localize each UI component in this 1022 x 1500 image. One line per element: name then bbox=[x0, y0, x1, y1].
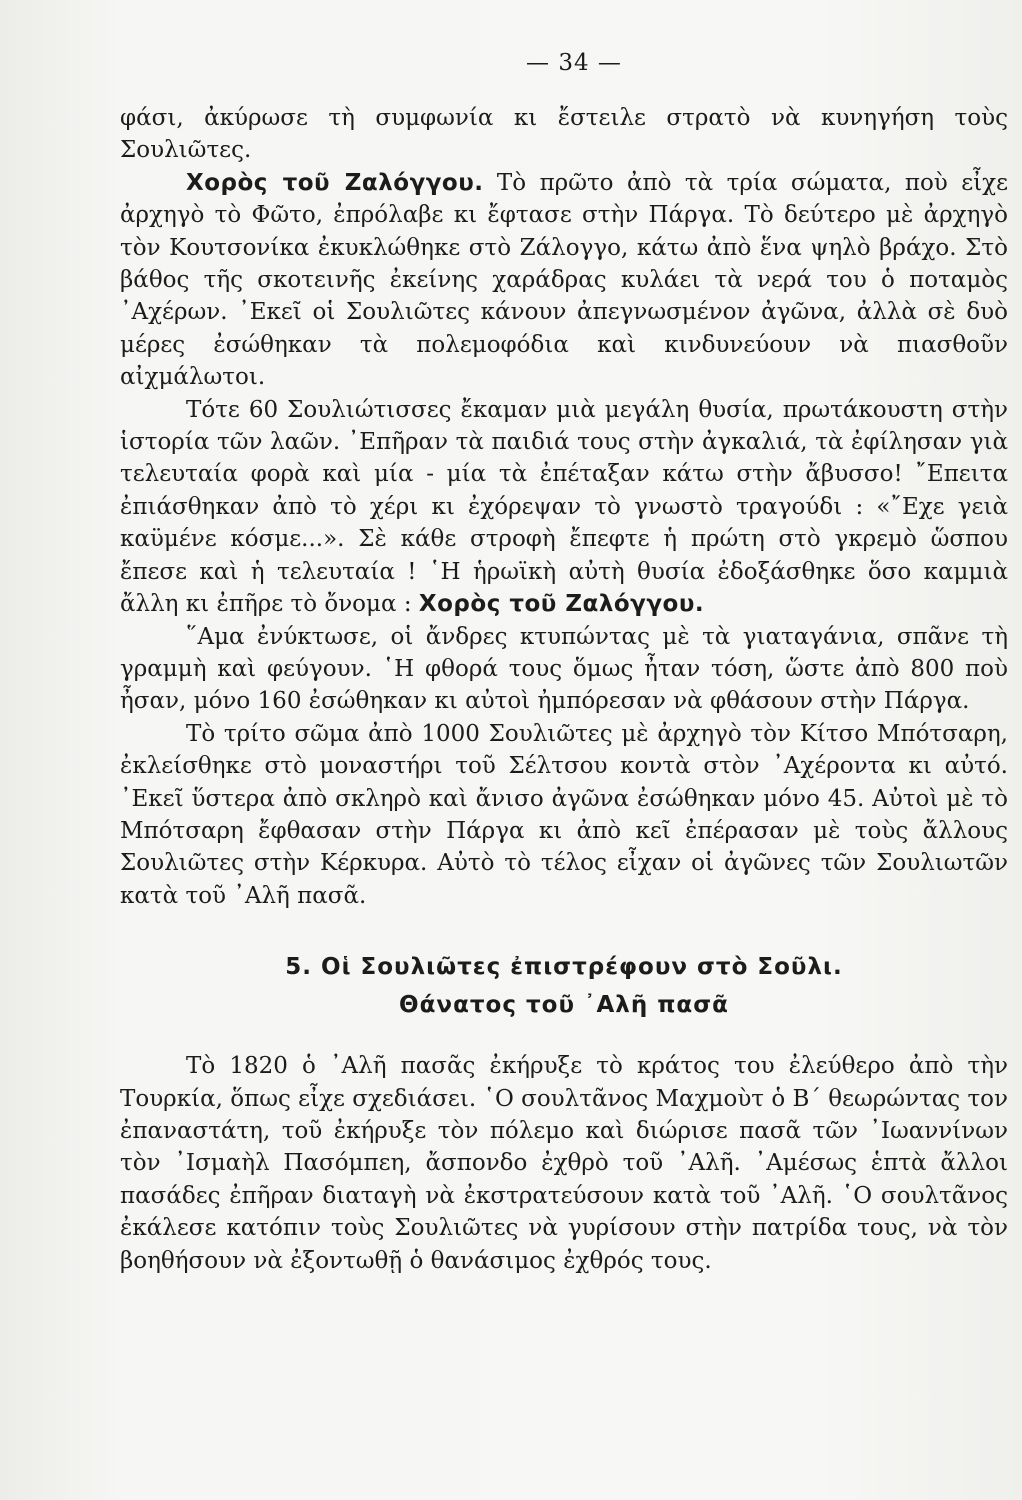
section-subheading: Θάνατος τοῦ ᾿Αλῆ πασᾶ bbox=[399, 992, 729, 1019]
paragraph-text: Τὸ πρῶτο ἀπὸ τὰ τρία σώματα, ποὺ εἶχε ἀρχηγὸ τὸ Φῶτο, ἐπρόλαβε κι ἔφτασε στὴν Πάργα. Τὸ δεύτερο μὲ ἀρχηγὸ τὸν Κουτσονίκα ἐκυκλώθηκε στὸ Ζάλογγο, κάτω ἀπὸ ἕνα ψηλὸ βράχο. Στὸ βάθος τῆς σκοτεινῆς ἐκείνης χαράδρας κυλάει τὰ νερά του ὁ ποταμὸς ᾿Αχέρων. ᾿Εκεῖ οἱ Σουλιῶτες κάνουν ἀπεγνωσμένον ἀγῶνα, ἀλλὰ σὲ δυὸ μέρες ἐσώθηκαν τὰ πολεμοφόδια καὶ κινδυνεύουν νὰ πιασθοῦν αἰχμάλωτοι. bbox=[120, 169, 1009, 391]
paragraph-text: φάσι, ἀκύρωσε τὴ συμφωνία κι ἔστειλε στρατὸ νὰ κυνηγήση τοὺς Σουλιῶτες. bbox=[120, 105, 1008, 164]
paragraph-text: Τότε 60 Σουλιώτισσες ἔκαμαν μιὰ μεγάλη θυσία, πρωτάκουστη στὴν ἱστορία τῶν λαῶν. ᾿Επῆραν τὰ παιδιά τους στὴν ἀγκαλιά, τὰ ἐφίλησαν γιὰ τελευταία φορὰ καὶ μία - μία τὰ ἐπέταξαν κάτω στὴν ἄβυσσο! ῎Επειτα ἐπιάσθηκαν ἀπὸ τὸ χέρι κι ἐχόρεψαν τὸ γνωστὸ τραγούδι : «῎Εχε γειὰ καϋμένε κόσμε...». Σὲ κάθε στροφὴ ἔπεφτε ἡ πρώτη στὸ γκρεμὸ ὥσπου ἔπεσε καὶ ἡ τελευταία ! ῾Η ἡρωϊκὴ αὐτὴ θυσία ἐδοξάσθηκε ὅσο καμμιὰ ἄλλη κι ἐπῆρε τὸ ὄνομα : bbox=[120, 396, 1008, 618]
paragraph-text: Τὸ 1820 ὁ ᾿Αλῆ πασᾶς ἐκήρυξε τὸ κράτος του ἐλεύθερο ἀπὸ τὴν Τουρκία, ὅπως εἶχε σχεδιάσει. ῾Ο σουλτᾶνος Μαχμοὺτ ὁ Β΄ θεωρώντας τον ἐπαναστάτη, τοῦ ἐκήρυξε τὸν πόλεμο καὶ διώρισε πασᾶ τῶν ᾿Ιωαννίνων τὸν ᾿Ισμαὴλ Πασόμπεη, ἄσπονδο ἐχθρὸ τοῦ ᾿Αλῆ. ᾿Αμέσως ἑπτὰ ἄλλοι πασάδες ἐπῆραν διαταγὴ νὰ ἐκστρατεύσουν κατὰ τοῦ ᾿Αλῆ. ῾Ο σουλτᾶνος ἐκάλεσε κατόπιν τοὺς Σουλιῶτες νὰ γυρίσουν στὴν πατρίδα τους, νὰ τὸν βοηθήσουν νὰ ἐξοντωθῇ ὁ θανάσιμος ἐχθρός τους. bbox=[120, 1053, 1008, 1274]
run-in-heading: Χορὸς τοῦ Ζαλόγγου. bbox=[186, 169, 484, 196]
paragraph-text: ῞Αμα ἐνύκτωσε, οἱ ἄνδρες κτυπώντας μὲ τὰ γιαταγάνια, σπᾶνε τὴ γραμμὴ καὶ φεύγουν. ῾Η φθορά τους ὅμως ἦταν τόση, ὥστε ἀπὸ 800 ποὺ ἦσαν, μόνο 160 ἐσώθηκαν κι αὐτοὶ ἠμπόρεσαν νὰ φθάσουν στὴν Πάργα. bbox=[120, 623, 1008, 715]
inline-bold-term: Χορὸς τοῦ Ζαλόγγου. bbox=[418, 591, 705, 618]
paragraph-text: Τὸ τρίτο σῶμα ἀπὸ 1000 Σουλιῶτες μὲ ἀρχηγὸ τὸν Κίτσο Μπότσαρη, ἐκλείσθηκε στὸ μοναστήρι τοῦ Σέλτσου κοντὰ στὸν ᾿Αχέροντα κι αὐτό. ᾿Εκεῖ ὕστερα ἀπὸ σκληρὸ καὶ ἄνισο ἀγῶνα ἐσώθηκαν μόνο 45. Αὐτοὶ μὲ τὸ Μπότσαρη ἔφθασαν στὴν Πάργα κι ἀπὸ κεῖ ἐπέρασαν μὲ τοὺς ἄλλους Σουλιῶτες στὴν Κέρκυρα. Αὐτὸ τὸ τέλος εἶχαν οἱ ἀγῶνες τῶν Σουλιωτῶν κατὰ τοῦ ᾿Αλῆ πασᾶ. bbox=[120, 720, 1008, 909]
paragraph-continuation bbox=[120, 102, 1008, 167]
page-number: — 34 — bbox=[526, 50, 622, 76]
section-heading: 5. Οἱ Σουλιῶτες ἐπιστρέφουν στὸ Σοῦλι. bbox=[285, 954, 843, 981]
paragraph-third-corps bbox=[120, 718, 1008, 912]
paragraph-sacrifice bbox=[120, 394, 1008, 621]
paragraph-ali-pasha bbox=[120, 1050, 1008, 1277]
paragraph-night-escape bbox=[120, 621, 1008, 718]
paragraph-zalongo bbox=[120, 167, 1008, 394]
